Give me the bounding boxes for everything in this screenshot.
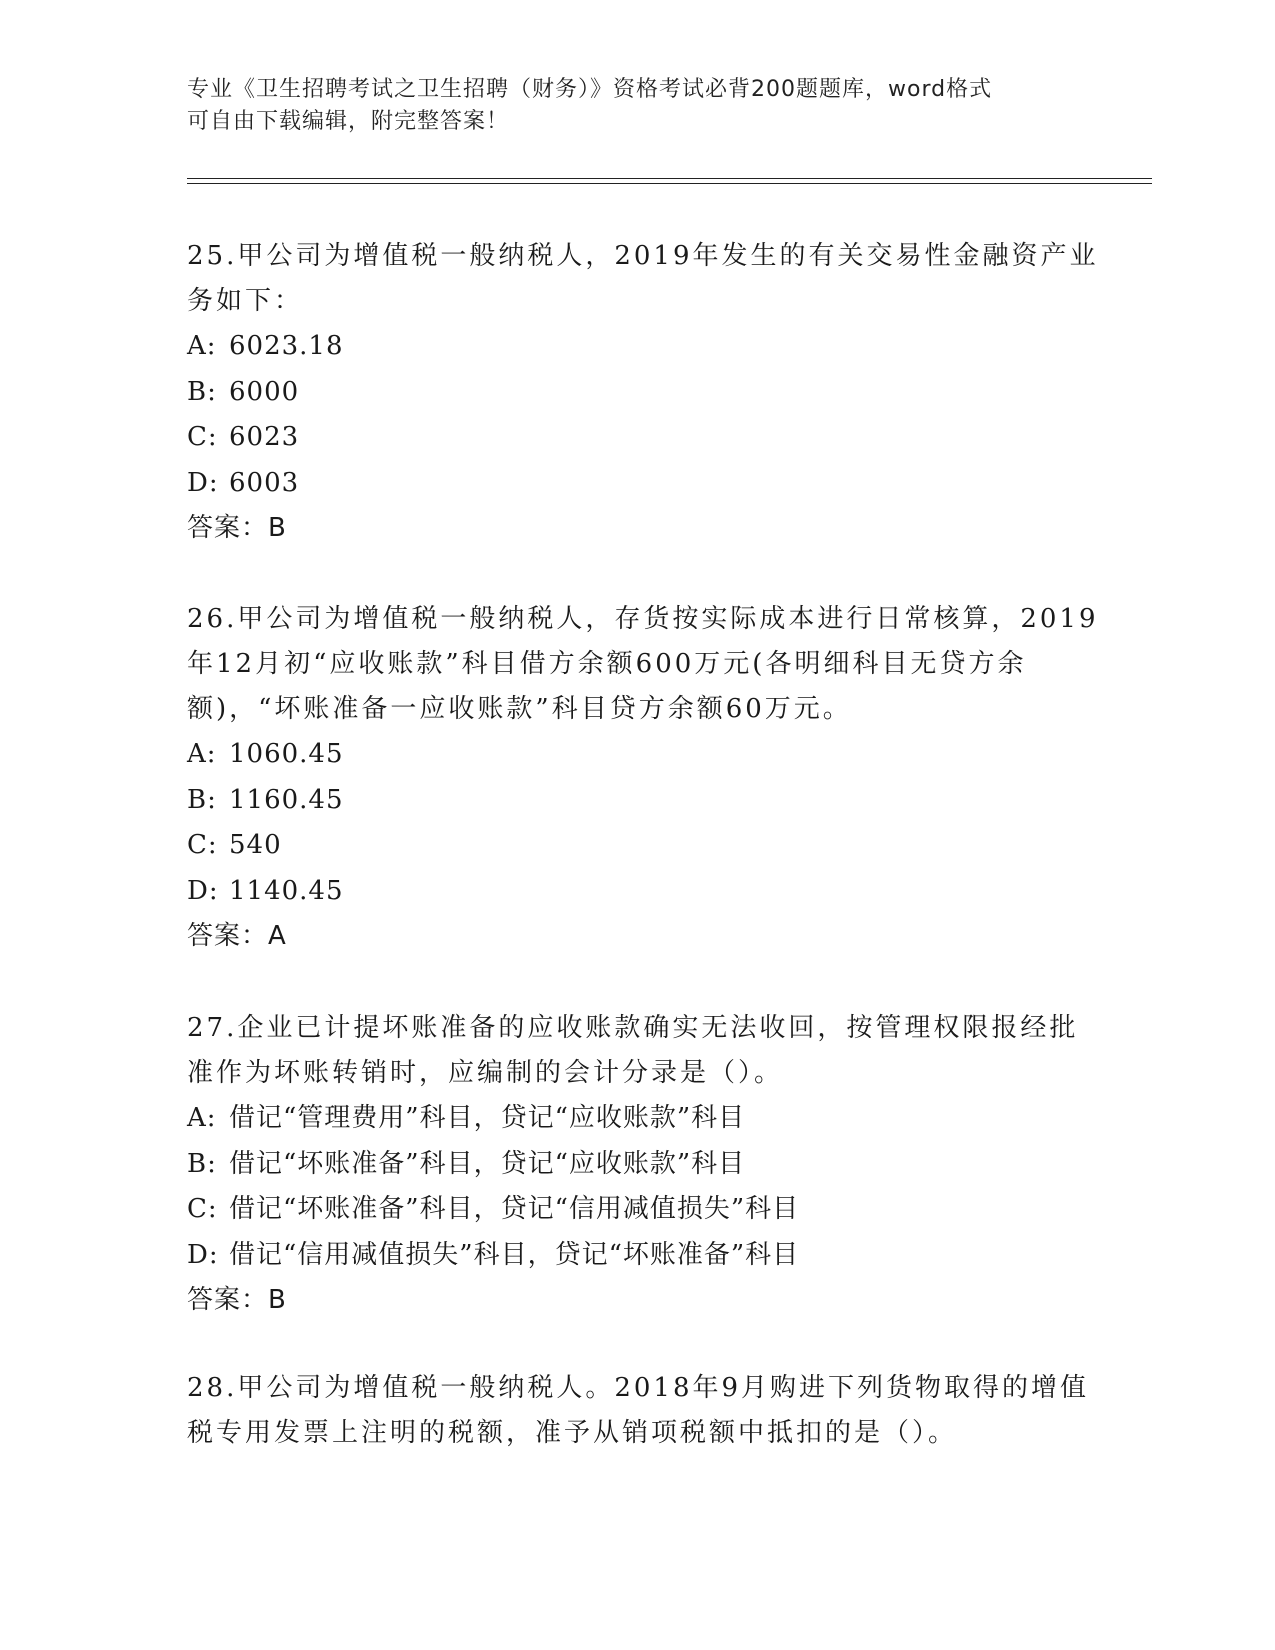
question-26	[187, 597, 1099, 959]
question-28	[187, 1366, 1090, 1456]
option-text: 6023	[229, 422, 300, 452]
question-stem-line: 税专用发票上注明的税额，准予从销项税额中抵扣的是（）。	[187, 1418, 958, 1448]
header-divider-bottom	[187, 183, 1152, 184]
option-text: 借记“信用减值损失”科目，贷记“坏账准备”科目	[229, 1239, 800, 1270]
option-c	[187, 415, 1087, 461]
option-label: D:	[187, 875, 219, 906]
question-stem-line: 28.甲公司为增值税一般纳税人。2018年9月购进下列货物取得的增值	[187, 1373, 1090, 1403]
option-label: C:	[187, 422, 218, 452]
option-text: 1060.45	[229, 739, 344, 769]
header-divider-top	[187, 178, 1152, 179]
header-line-2: 可自由下载编辑，附完整答案！	[187, 109, 510, 134]
option-a	[187, 1096, 1087, 1142]
option-c	[187, 823, 1087, 869]
option-c	[187, 1187, 1087, 1233]
option-label: A:	[187, 331, 217, 361]
option-b	[187, 1142, 1087, 1188]
document-header	[187, 74, 1067, 138]
option-b	[187, 370, 1087, 416]
option-label: A:	[187, 739, 217, 769]
option-text: 1140.45	[229, 875, 344, 906]
option-text: 借记“坏账准备”科目，贷记“信用减值损失”科目	[229, 1194, 800, 1224]
answer-line: 答案：B	[187, 513, 287, 543]
question-stem-line: 准作为坏账转销时，应编制的会计分录是（）。	[187, 1058, 784, 1088]
answer-line: 答案：A	[187, 921, 287, 951]
option-label: C:	[187, 830, 218, 860]
option-label: D:	[187, 1239, 219, 1270]
question-stem-line: 26.甲公司为增值税一般纳税人，存货按实际成本进行日常核算，2019	[187, 604, 1099, 634]
option-text: 借记“坏账准备”科目，贷记“应收账款”科目	[229, 1148, 746, 1179]
option-d	[187, 1233, 1087, 1279]
option-text: 借记“管理费用”科目，贷记“应收账款”科目	[229, 1103, 746, 1133]
option-text: 540	[229, 830, 282, 860]
header-line-1: 专业《卫生招聘考试之卫生招聘（财务）》资格考试必背200题题库，word格式	[187, 77, 993, 102]
question-stem-line: 额)，“坏账准备一应收账款”科目贷方余额60万元。	[187, 694, 852, 724]
answer-line: 答案：B	[187, 1285, 287, 1315]
option-text: 6023.18	[229, 331, 344, 361]
option-text: 1160.45	[229, 784, 344, 815]
question-stem-line: 27.企业已计提坏账准备的应收账款确实无法收回，按管理权限报经批	[187, 1013, 1079, 1043]
option-a	[187, 324, 1087, 370]
option-d	[187, 869, 1087, 915]
option-text: 6000	[229, 376, 300, 407]
option-label: B:	[187, 784, 217, 815]
option-label: A:	[187, 1103, 217, 1133]
question-25	[187, 234, 1099, 551]
question-27	[187, 1006, 1087, 1323]
option-label: B:	[187, 376, 217, 407]
option-d	[187, 461, 1087, 507]
question-stem-line: 年12月初“应收账款”科目借方余额600万元(各明细科目无贷方余	[187, 649, 1027, 679]
option-a	[187, 732, 1087, 778]
question-stem-line: 25.甲公司为增值税一般纳税人，2019年发生的有关交易性金融资产业	[187, 241, 1099, 271]
option-label: B:	[187, 1148, 217, 1179]
option-b	[187, 778, 1087, 824]
option-label: C:	[187, 1194, 218, 1224]
question-stem-line: 务如下：	[187, 286, 304, 316]
option-label: D:	[187, 467, 219, 498]
option-text: 6003	[229, 467, 300, 498]
